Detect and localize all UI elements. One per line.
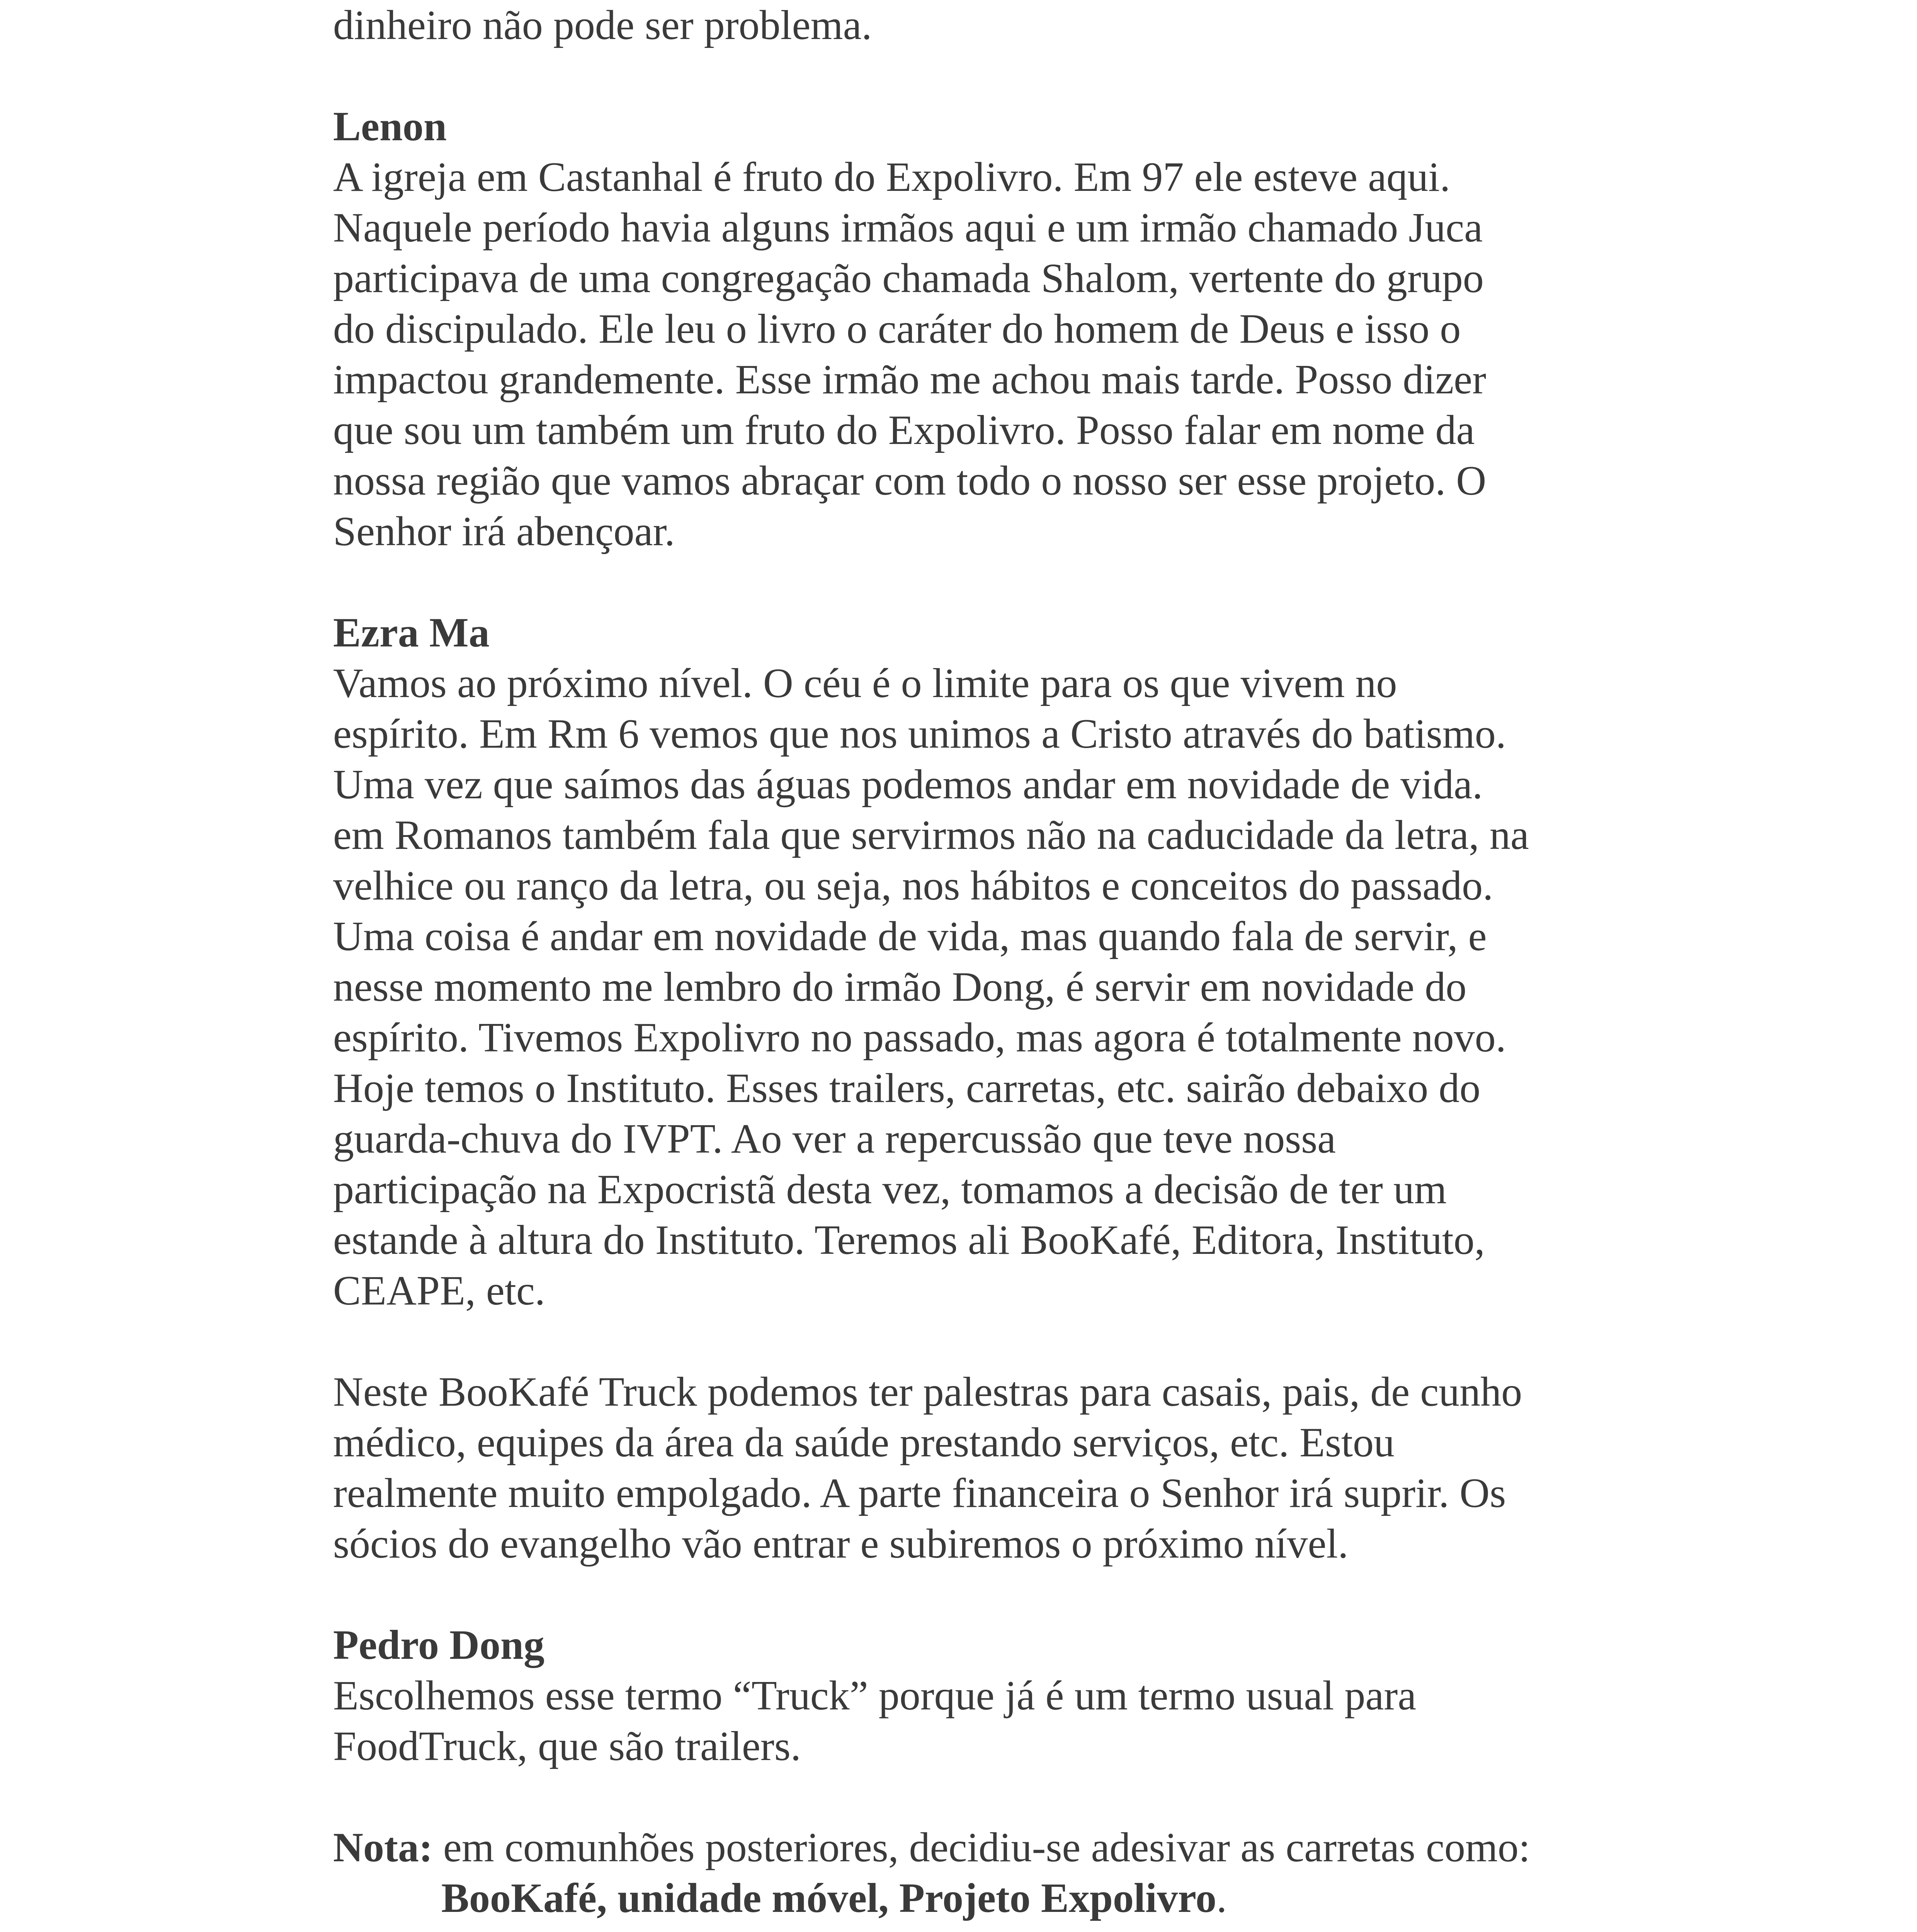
speaker-ezra: Ezra Ma bbox=[333, 610, 490, 656]
paragraph-gap bbox=[333, 1569, 1647, 1620]
document-body bbox=[333, 0, 1647, 1932]
intro-line: dinheiro não pode ser problema. bbox=[333, 2, 872, 48]
paragraph-gap bbox=[333, 51, 1647, 101]
ezra-line: em Romanos também fala que servirmos não na caducidade da letra, na bbox=[333, 812, 1529, 858]
ezra-line: Uma coisa é andar em novidade de vida, mas quando fala de servir, e bbox=[333, 913, 1487, 959]
ezra-line: espírito. Tivemos Expolivro no passado, mas agora é totalmente novo. bbox=[333, 1015, 1506, 1061]
lenon-line: Naquele período havia alguns irmãos aqui e um irmão chamado Juca bbox=[333, 205, 1483, 251]
paragraph-gap bbox=[333, 1772, 1647, 1822]
note-label: Nota: bbox=[333, 1825, 433, 1871]
ezra-line: Vamos ao próximo nível. O céu é o limite para os que vivem no bbox=[333, 660, 1397, 706]
note-highlight: BooKafé, unidade móvel, Projeto Expolivro bbox=[441, 1875, 1216, 1921]
paragraph-gap bbox=[333, 1923, 1647, 1932]
ezra-line: Neste BooKafé Truck podemos ter palestras para casais, pais, de cunho bbox=[333, 1369, 1522, 1415]
ezra-line: participação na Expocristã desta vez, tomamos a decisão de ter um bbox=[333, 1167, 1447, 1213]
ezra-line: realmente muito empolgado. A parte financeira o Senhor irá suprir. Os bbox=[333, 1470, 1506, 1516]
lenon-line: Senhor irá abençoar. bbox=[333, 509, 675, 554]
lenon-line: A igreja em Castanhal é fruto do Expolivro. Em 97 ele esteve aqui. bbox=[333, 154, 1451, 200]
pedro-line: FoodTruck, que são trailers. bbox=[333, 1723, 801, 1769]
speaker-pedro: Pedro Dong bbox=[333, 1622, 545, 1668]
note-highlight-line bbox=[333, 1873, 1647, 1923]
pedro-line: Escolhemos esse termo “Truck” porque já é um termo usual para bbox=[333, 1673, 1417, 1719]
speaker-lenon: Lenon bbox=[333, 104, 447, 150]
ezra-line: médico, equipes da área da saúde prestando serviços, etc. Estou bbox=[333, 1420, 1395, 1466]
lenon-line: nossa região que vamos abraçar com todo o nosso ser esse projeto. O bbox=[333, 458, 1487, 504]
ezra-line: velhice ou ranço da letra, ou seja, nos hábitos e conceitos do passado. bbox=[333, 863, 1493, 909]
note-text: em comunhões posteriores, decidiu-se adesivar as carretas como: bbox=[432, 1825, 1530, 1871]
paragraph-gap bbox=[333, 557, 1647, 607]
ezra-line: espírito. Em Rm 6 vemos que nos unimos a Cristo através do batismo. bbox=[333, 711, 1506, 757]
note-line bbox=[333, 1822, 1647, 1873]
ezra-line: Uma vez que saímos das águas podemos andar em novidade de vida. bbox=[333, 762, 1483, 808]
ezra-line: CEAPE, etc. bbox=[333, 1268, 545, 1314]
lenon-line: do discipulado. Ele leu o livro o caráter do homem de Deus e isso o bbox=[333, 306, 1461, 352]
lenon-line: impactou grandemente. Esse irmão me achou mais tarde. Posso dizer bbox=[333, 357, 1487, 403]
ezra-line: guarda-chuva do IVPT. Ao ver a repercussão que teve nossa bbox=[333, 1116, 1336, 1162]
note-end: . bbox=[1216, 1875, 1227, 1921]
ezra-line: Hoje temos o Instituto. Esses trailers, carretas, etc. sairão debaixo do bbox=[333, 1065, 1481, 1111]
lenon-line: participava de uma congregação chamada Shalom, vertente do grupo bbox=[333, 255, 1484, 301]
lenon-line: que sou um também um fruto do Expolivro. Posso falar em nome da bbox=[333, 407, 1475, 453]
ezra-line: estande à altura do Instituto. Teremos ali BooKafé, Editora, Instituto, bbox=[333, 1217, 1485, 1263]
ezra-line: nesse momento me lembro do irmão Dong, é servir em novidade do bbox=[333, 964, 1467, 1010]
paragraph-gap bbox=[333, 1316, 1647, 1367]
ezra-line: sócios do evangelho vão entrar e subiremos o próximo nível. bbox=[333, 1521, 1349, 1567]
